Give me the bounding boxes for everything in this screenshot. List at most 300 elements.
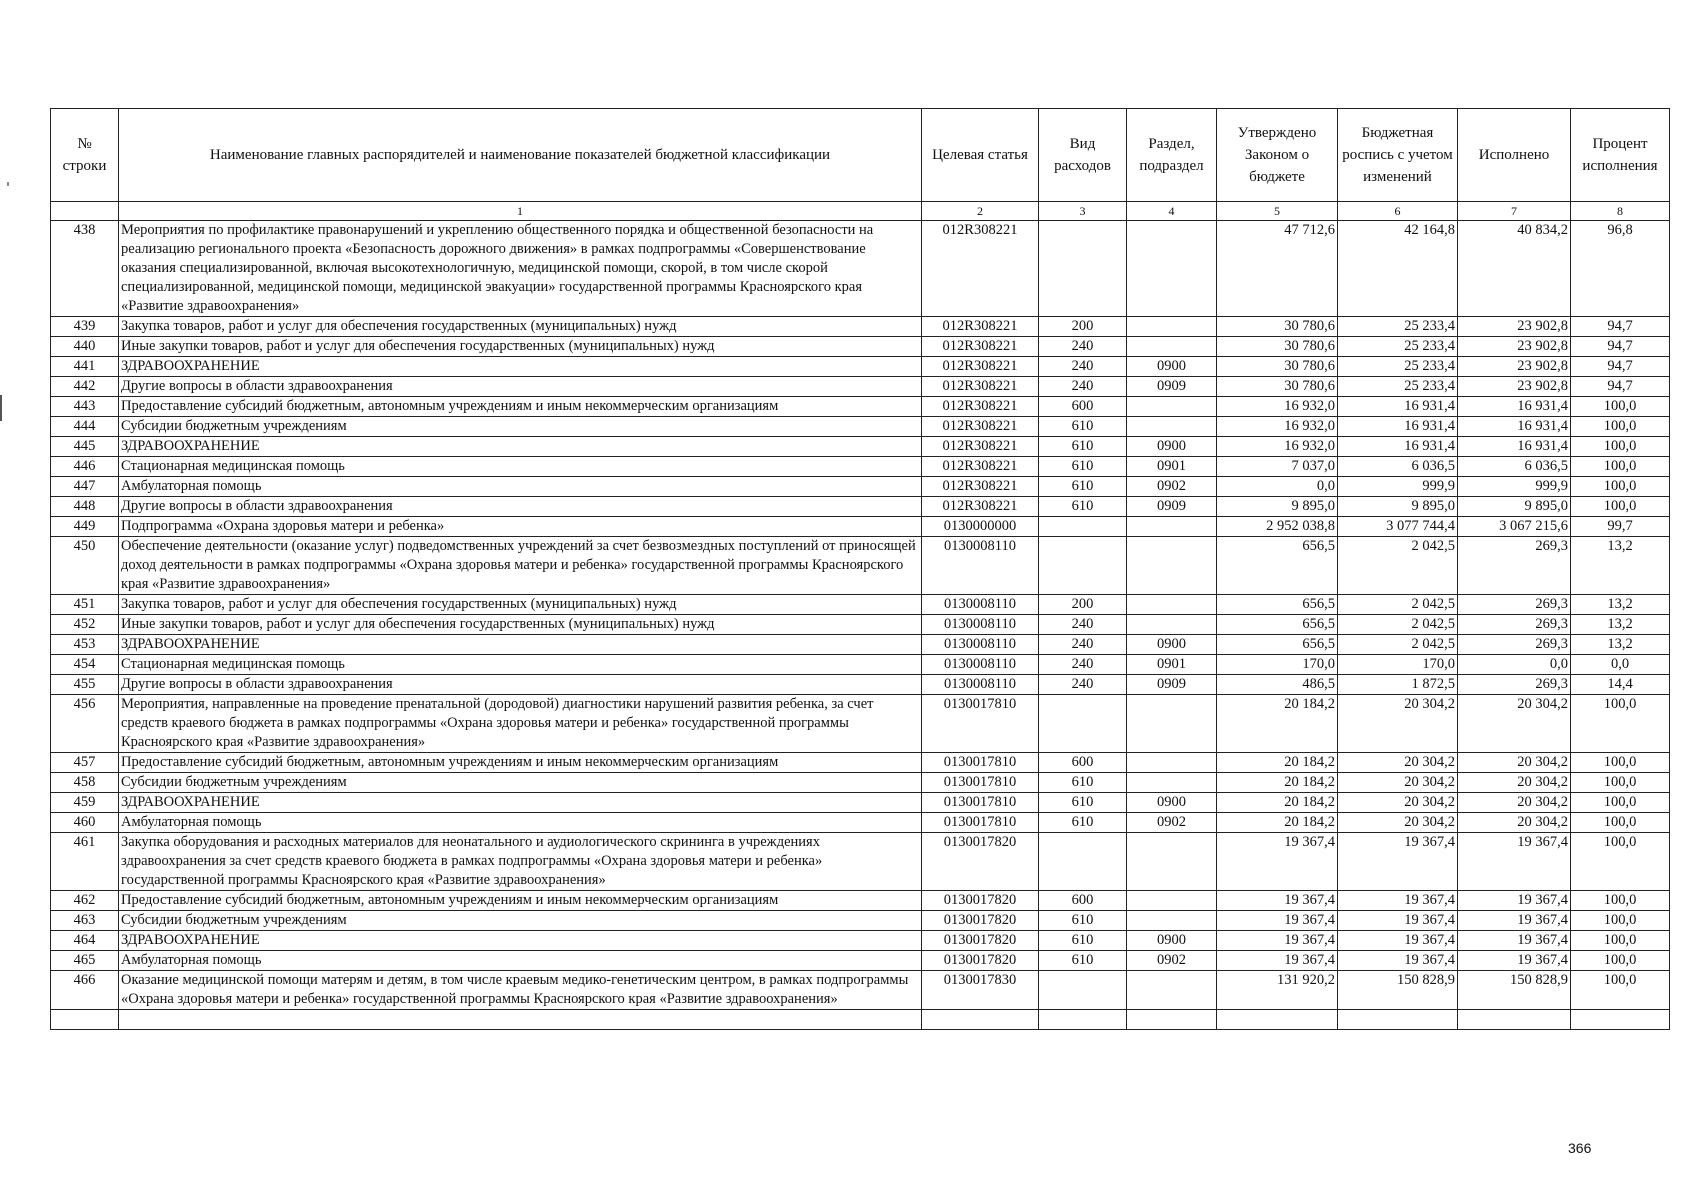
row-name-cell: ЗДРАВООХРАНЕНИЕ xyxy=(119,931,922,951)
expense-type-cell: 240 xyxy=(1039,615,1127,635)
row-number-cell: 446 xyxy=(51,457,119,477)
percent-cell: 14,4 xyxy=(1571,675,1670,695)
table-row xyxy=(51,911,1670,931)
table-row xyxy=(51,813,1670,833)
expense-type-cell: 610 xyxy=(1039,773,1127,793)
row-name-cell: Подпрограмма «Охрана здоровья матери и ребенка» xyxy=(119,517,922,537)
target-article-cell: 012R308221 xyxy=(922,337,1039,357)
column-number: 8 xyxy=(1571,202,1670,221)
section-cell xyxy=(1127,595,1217,615)
table-row xyxy=(51,793,1670,813)
row-number-cell: 457 xyxy=(51,753,119,773)
row-number-cell: 466 xyxy=(51,971,119,1010)
percent-cell: 100,0 xyxy=(1571,951,1670,971)
executed-amount-cell: 999,9 xyxy=(1458,477,1571,497)
column-number-blank xyxy=(51,202,119,221)
target-article-cell: 0130017810 xyxy=(922,813,1039,833)
section-cell xyxy=(1127,517,1217,537)
percent-cell: 94,7 xyxy=(1571,337,1670,357)
section-cell: 0902 xyxy=(1127,951,1217,971)
row-number-cell: 449 xyxy=(51,517,119,537)
row-number-cell: 462 xyxy=(51,891,119,911)
empty-cell xyxy=(1039,1010,1127,1030)
executed-amount-cell: 9 895,0 xyxy=(1458,497,1571,517)
approved-amount-cell: 656,5 xyxy=(1217,635,1338,655)
header-section: Раздел, подраздел xyxy=(1127,109,1217,202)
executed-amount-cell: 0,0 xyxy=(1458,655,1571,675)
row-number-cell: 461 xyxy=(51,833,119,891)
section-cell xyxy=(1127,695,1217,753)
section-cell: 0902 xyxy=(1127,477,1217,497)
approved-amount-cell: 131 920,2 xyxy=(1217,971,1338,1010)
row-name-cell: Оказание медицинской помощи матерям и детям, в том числе краевым медико-генетическим центром, в рамках подпрограммы «Охрана здоровья матери и ребенка» государственной программы Красноярского края «Развитие здравоохранения» xyxy=(119,971,922,1010)
row-number-cell: 440 xyxy=(51,337,119,357)
budget-amount-cell: 20 304,2 xyxy=(1338,753,1458,773)
table-row xyxy=(51,931,1670,951)
row-number-cell: 454 xyxy=(51,655,119,675)
percent-cell: 100,0 xyxy=(1571,497,1670,517)
budget-amount-cell: 2 042,5 xyxy=(1338,615,1458,635)
row-name-cell: Амбулаторная помощь xyxy=(119,477,922,497)
row-name-cell: Иные закупки товаров, работ и услуг для обеспечения государственных (муниципальных) нужд xyxy=(119,337,922,357)
table-body xyxy=(51,221,1670,1030)
section-cell xyxy=(1127,753,1217,773)
table-row xyxy=(51,457,1670,477)
column-number-row xyxy=(51,202,1670,221)
target-article-cell: 0130008110 xyxy=(922,537,1039,595)
percent-cell: 100,0 xyxy=(1571,457,1670,477)
budget-amount-cell: 9 895,0 xyxy=(1338,497,1458,517)
target-article-cell: 0130008110 xyxy=(922,655,1039,675)
table-row xyxy=(51,595,1670,615)
budget-amount-cell: 25 233,4 xyxy=(1338,337,1458,357)
table-row xyxy=(51,517,1670,537)
row-name-cell: Мероприятия, направленные на проведение пренатальной (дородовой) диагностики нарушений развития ребенка, за счет средств краевого бюджета в рамках подпрограммы «Охрана здоровья матери и ребенка» государственной программы Красноярского края «Развитие здравоохранения» xyxy=(119,695,922,753)
budget-amount-cell: 150 828,9 xyxy=(1338,971,1458,1010)
row-name-cell: Закупка оборудования и расходных материалов для неонатального и аудиологического скрининга в учреждениях здравоохранения за счет средств краевого бюджета в рамках подпрограммы «Охрана здоровья матери и ребенка» государственной программы Красноярского края «Развитие здравоохранения» xyxy=(119,833,922,891)
section-cell xyxy=(1127,615,1217,635)
approved-amount-cell: 656,5 xyxy=(1217,537,1338,595)
row-number-cell: 465 xyxy=(51,951,119,971)
budget-amount-cell: 20 304,2 xyxy=(1338,813,1458,833)
percent-cell: 94,7 xyxy=(1571,357,1670,377)
executed-amount-cell: 269,3 xyxy=(1458,635,1571,655)
executed-amount-cell: 269,3 xyxy=(1458,595,1571,615)
section-cell: 0909 xyxy=(1127,497,1217,517)
expense-type-cell xyxy=(1039,537,1127,595)
target-article-cell: 012R308221 xyxy=(922,457,1039,477)
percent-cell: 96,8 xyxy=(1571,221,1670,317)
target-article-cell: 012R308221 xyxy=(922,417,1039,437)
section-cell: 0900 xyxy=(1127,793,1217,813)
executed-amount-cell: 3 067 215,6 xyxy=(1458,517,1571,537)
budget-amount-cell: 16 931,4 xyxy=(1338,417,1458,437)
executed-amount-cell: 269,3 xyxy=(1458,675,1571,695)
row-name-cell: Предоставление субсидий бюджетным, автономным учреждениям и иным некоммерческим организациям xyxy=(119,397,922,417)
executed-amount-cell: 19 367,4 xyxy=(1458,911,1571,931)
executed-amount-cell: 150 828,9 xyxy=(1458,971,1571,1010)
executed-amount-cell: 16 931,4 xyxy=(1458,417,1571,437)
table-row xyxy=(51,635,1670,655)
page-number: 366 xyxy=(1568,1140,1592,1156)
section-cell: 0900 xyxy=(1127,635,1217,655)
expense-type-cell: 240 xyxy=(1039,357,1127,377)
approved-amount-cell: 30 780,6 xyxy=(1217,317,1338,337)
empty-cell xyxy=(51,1010,119,1030)
budget-table-container xyxy=(50,108,1658,1030)
row-name-cell: Амбулаторная помощь xyxy=(119,813,922,833)
empty-cell xyxy=(1458,1010,1571,1030)
budget-amount-cell: 19 367,4 xyxy=(1338,931,1458,951)
budget-amount-cell: 20 304,2 xyxy=(1338,773,1458,793)
expense-type-cell: 610 xyxy=(1039,813,1127,833)
table-row xyxy=(51,221,1670,317)
percent-cell: 100,0 xyxy=(1571,773,1670,793)
scan-artifact xyxy=(7,182,9,186)
budget-amount-cell: 2 042,5 xyxy=(1338,595,1458,615)
header-approved: Утверждено Законом о бюджете xyxy=(1217,109,1338,202)
percent-cell: 100,0 xyxy=(1571,833,1670,891)
expense-type-cell: 610 xyxy=(1039,793,1127,813)
approved-amount-cell: 2 952 038,8 xyxy=(1217,517,1338,537)
budget-amount-cell: 16 931,4 xyxy=(1338,397,1458,417)
approved-amount-cell: 16 932,0 xyxy=(1217,417,1338,437)
header-expense-type: Вид расходов xyxy=(1039,109,1127,202)
expense-type-cell: 240 xyxy=(1039,655,1127,675)
approved-amount-cell: 19 367,4 xyxy=(1217,911,1338,931)
executed-amount-cell: 6 036,5 xyxy=(1458,457,1571,477)
row-number-cell: 459 xyxy=(51,793,119,813)
percent-cell: 100,0 xyxy=(1571,417,1670,437)
executed-amount-cell: 269,3 xyxy=(1458,537,1571,595)
percent-cell: 94,7 xyxy=(1571,317,1670,337)
row-number-cell: 451 xyxy=(51,595,119,615)
table-row xyxy=(51,357,1670,377)
column-number: 5 xyxy=(1217,202,1338,221)
empty-cell xyxy=(119,1010,922,1030)
table-row xyxy=(51,317,1670,337)
executed-amount-cell: 20 304,2 xyxy=(1458,695,1571,753)
target-article-cell: 0130017820 xyxy=(922,911,1039,931)
target-article-cell: 0130017810 xyxy=(922,793,1039,813)
expense-type-cell: 610 xyxy=(1039,951,1127,971)
row-name-cell: Другие вопросы в области здравоохранения xyxy=(119,497,922,517)
approved-amount-cell: 19 367,4 xyxy=(1217,951,1338,971)
section-cell xyxy=(1127,911,1217,931)
percent-cell: 100,0 xyxy=(1571,397,1670,417)
section-cell: 0902 xyxy=(1127,813,1217,833)
expense-type-cell: 610 xyxy=(1039,477,1127,497)
expense-type-cell: 240 xyxy=(1039,675,1127,695)
target-article-cell: 0130017810 xyxy=(922,753,1039,773)
row-number-cell: 458 xyxy=(51,773,119,793)
row-number-cell: 463 xyxy=(51,911,119,931)
section-cell xyxy=(1127,891,1217,911)
approved-amount-cell: 16 932,0 xyxy=(1217,437,1338,457)
executed-amount-cell: 16 931,4 xyxy=(1458,437,1571,457)
expense-type-cell xyxy=(1039,971,1127,1010)
percent-cell: 13,2 xyxy=(1571,537,1670,595)
table-row xyxy=(51,655,1670,675)
target-article-cell: 0130017810 xyxy=(922,773,1039,793)
approved-amount-cell: 20 184,2 xyxy=(1217,753,1338,773)
row-number-cell: 441 xyxy=(51,357,119,377)
approved-amount-cell: 19 367,4 xyxy=(1217,833,1338,891)
approved-amount-cell: 19 367,4 xyxy=(1217,891,1338,911)
header-row-number: № строки xyxy=(51,109,119,202)
table-row xyxy=(51,417,1670,437)
percent-cell: 100,0 xyxy=(1571,477,1670,497)
table-row xyxy=(51,437,1670,457)
expense-type-cell: 610 xyxy=(1039,457,1127,477)
approved-amount-cell: 20 184,2 xyxy=(1217,695,1338,753)
column-number: 4 xyxy=(1127,202,1217,221)
percent-cell: 100,0 xyxy=(1571,971,1670,1010)
row-name-cell: ЗДРАВООХРАНЕНИЕ xyxy=(119,437,922,457)
table-row xyxy=(51,477,1670,497)
target-article-cell: 0130017830 xyxy=(922,971,1039,1010)
header-percent: Процент исполнения xyxy=(1571,109,1670,202)
row-number-cell: 445 xyxy=(51,437,119,457)
row-name-cell: Субсидии бюджетным учреждениям xyxy=(119,911,922,931)
budget-amount-cell: 1 872,5 xyxy=(1338,675,1458,695)
expense-type-cell: 200 xyxy=(1039,317,1127,337)
empty-cell xyxy=(922,1010,1039,1030)
expense-type-cell: 600 xyxy=(1039,891,1127,911)
approved-amount-cell: 7 037,0 xyxy=(1217,457,1338,477)
section-cell xyxy=(1127,317,1217,337)
budget-amount-cell: 2 042,5 xyxy=(1338,537,1458,595)
target-article-cell: 012R308221 xyxy=(922,437,1039,457)
budget-execution-table xyxy=(50,108,1670,1030)
expense-type-cell: 610 xyxy=(1039,497,1127,517)
row-name-cell: Обеспечение деятельности (оказание услуг) подведомственных учреждений за счет безвозмездных поступлений от приносящей доход деятельности в рамках подпрограммы «Охрана здоровья матери и ребенка» государственной программы Красноярского края «Развитие здравоохранения» xyxy=(119,537,922,595)
section-cell: 0909 xyxy=(1127,675,1217,695)
approved-amount-cell: 486,5 xyxy=(1217,675,1338,695)
target-article-cell: 012R308221 xyxy=(922,357,1039,377)
empty-cell xyxy=(1127,1010,1217,1030)
executed-amount-cell: 19 367,4 xyxy=(1458,833,1571,891)
executed-amount-cell: 40 834,2 xyxy=(1458,221,1571,317)
table-row xyxy=(51,833,1670,891)
expense-type-cell xyxy=(1039,221,1127,317)
table-row xyxy=(51,497,1670,517)
budget-amount-cell: 20 304,2 xyxy=(1338,793,1458,813)
column-number: 3 xyxy=(1039,202,1127,221)
row-name-cell: Закупка товаров, работ и услуг для обеспечения государственных (муниципальных) нужд xyxy=(119,317,922,337)
row-number-cell: 456 xyxy=(51,695,119,753)
table-row xyxy=(51,675,1670,695)
percent-cell: 0,0 xyxy=(1571,655,1670,675)
expense-type-cell: 610 xyxy=(1039,437,1127,457)
table-row xyxy=(51,397,1670,417)
empty-cell xyxy=(1217,1010,1338,1030)
expense-type-cell xyxy=(1039,517,1127,537)
percent-cell: 13,2 xyxy=(1571,635,1670,655)
row-name-cell: ЗДРАВООХРАНЕНИЕ xyxy=(119,635,922,655)
header-budget-schedule: Бюджетная роспись с учетом изменений xyxy=(1338,109,1458,202)
executed-amount-cell: 20 304,2 xyxy=(1458,793,1571,813)
expense-type-cell xyxy=(1039,695,1127,753)
section-cell: 0900 xyxy=(1127,357,1217,377)
executed-amount-cell: 23 902,8 xyxy=(1458,377,1571,397)
percent-cell: 100,0 xyxy=(1571,931,1670,951)
percent-cell: 100,0 xyxy=(1571,891,1670,911)
percent-cell: 100,0 xyxy=(1571,437,1670,457)
empty-cell xyxy=(1338,1010,1458,1030)
budget-amount-cell: 2 042,5 xyxy=(1338,635,1458,655)
target-article-cell: 0130000000 xyxy=(922,517,1039,537)
expense-type-cell: 600 xyxy=(1039,397,1127,417)
row-number-cell: 444 xyxy=(51,417,119,437)
approved-amount-cell: 20 184,2 xyxy=(1217,773,1338,793)
approved-amount-cell: 47 712,6 xyxy=(1217,221,1338,317)
section-cell xyxy=(1127,537,1217,595)
budget-amount-cell: 16 931,4 xyxy=(1338,437,1458,457)
column-number: 6 xyxy=(1338,202,1458,221)
row-number-cell: 448 xyxy=(51,497,119,517)
executed-amount-cell: 19 367,4 xyxy=(1458,951,1571,971)
target-article-cell: 012R308221 xyxy=(922,397,1039,417)
expense-type-cell xyxy=(1039,833,1127,891)
row-name-cell: Амбулаторная помощь xyxy=(119,951,922,971)
section-cell xyxy=(1127,417,1217,437)
target-article-cell: 0130008110 xyxy=(922,675,1039,695)
approved-amount-cell: 656,5 xyxy=(1217,615,1338,635)
executed-amount-cell: 20 304,2 xyxy=(1458,773,1571,793)
percent-cell: 13,2 xyxy=(1571,615,1670,635)
table-row xyxy=(51,337,1670,357)
expense-type-cell: 240 xyxy=(1039,337,1127,357)
budget-amount-cell: 170,0 xyxy=(1338,655,1458,675)
budget-amount-cell: 25 233,4 xyxy=(1338,357,1458,377)
table-row xyxy=(51,537,1670,595)
executed-amount-cell: 23 902,8 xyxy=(1458,337,1571,357)
target-article-cell: 0130008110 xyxy=(922,595,1039,615)
row-name-cell: Субсидии бюджетным учреждениям xyxy=(119,417,922,437)
section-cell xyxy=(1127,337,1217,357)
row-number-cell: 460 xyxy=(51,813,119,833)
header-name: Наименование главных распорядителей и наименование показателей бюджетной классификации xyxy=(119,109,922,202)
budget-amount-cell: 19 367,4 xyxy=(1338,891,1458,911)
executed-amount-cell: 23 902,8 xyxy=(1458,317,1571,337)
expense-type-cell: 610 xyxy=(1039,417,1127,437)
row-number-cell: 443 xyxy=(51,397,119,417)
row-name-cell: ЗДРАВООХРАНЕНИЕ xyxy=(119,793,922,813)
table-row xyxy=(51,753,1670,773)
budget-amount-cell: 19 367,4 xyxy=(1338,833,1458,891)
executed-amount-cell: 269,3 xyxy=(1458,615,1571,635)
header-executed: Исполнено xyxy=(1458,109,1571,202)
budget-amount-cell: 999,9 xyxy=(1338,477,1458,497)
expense-type-cell: 610 xyxy=(1039,911,1127,931)
approved-amount-cell: 170,0 xyxy=(1217,655,1338,675)
row-name-cell: Предоставление субсидий бюджетным, автономным учреждениям и иным некоммерческим организациям xyxy=(119,891,922,911)
table-row xyxy=(51,695,1670,753)
table-row xyxy=(51,971,1670,1010)
header-target-article: Целевая статья xyxy=(922,109,1039,202)
percent-cell: 99,7 xyxy=(1571,517,1670,537)
budget-amount-cell: 42 164,8 xyxy=(1338,221,1458,317)
target-article-cell: 012R308221 xyxy=(922,317,1039,337)
target-article-cell: 0130017820 xyxy=(922,833,1039,891)
row-name-cell: Предоставление субсидий бюджетным, автономным учреждениям и иным некоммерческим организациям xyxy=(119,753,922,773)
table-row xyxy=(51,951,1670,971)
row-number-cell: 453 xyxy=(51,635,119,655)
target-article-cell: 0130017820 xyxy=(922,931,1039,951)
section-cell: 0900 xyxy=(1127,931,1217,951)
approved-amount-cell: 20 184,2 xyxy=(1217,813,1338,833)
approved-amount-cell: 0,0 xyxy=(1217,477,1338,497)
approved-amount-cell: 9 895,0 xyxy=(1217,497,1338,517)
approved-amount-cell: 30 780,6 xyxy=(1217,377,1338,397)
approved-amount-cell: 19 367,4 xyxy=(1217,931,1338,951)
target-article-cell: 012R308221 xyxy=(922,221,1039,317)
section-cell: 0909 xyxy=(1127,377,1217,397)
expense-type-cell: 240 xyxy=(1039,635,1127,655)
row-number-cell: 464 xyxy=(51,931,119,951)
percent-cell: 100,0 xyxy=(1571,695,1670,753)
budget-amount-cell: 25 233,4 xyxy=(1338,317,1458,337)
executed-amount-cell: 16 931,4 xyxy=(1458,397,1571,417)
target-article-cell: 0130017820 xyxy=(922,891,1039,911)
budget-amount-cell: 19 367,4 xyxy=(1338,951,1458,971)
executed-amount-cell: 20 304,2 xyxy=(1458,813,1571,833)
target-article-cell: 012R308221 xyxy=(922,497,1039,517)
executed-amount-cell: 20 304,2 xyxy=(1458,753,1571,773)
row-name-cell: Стационарная медицинская помощь xyxy=(119,655,922,675)
table-row xyxy=(51,377,1670,397)
section-cell xyxy=(1127,397,1217,417)
column-number: 1 xyxy=(119,202,922,221)
section-cell xyxy=(1127,221,1217,317)
executed-amount-cell: 19 367,4 xyxy=(1458,931,1571,951)
target-article-cell: 0130008110 xyxy=(922,635,1039,655)
row-name-cell: ЗДРАВООХРАНЕНИЕ xyxy=(119,357,922,377)
header-row xyxy=(51,109,1670,202)
section-cell xyxy=(1127,833,1217,891)
target-article-cell: 012R308221 xyxy=(922,377,1039,397)
approved-amount-cell: 30 780,6 xyxy=(1217,337,1338,357)
table-row xyxy=(51,891,1670,911)
executed-amount-cell: 23 902,8 xyxy=(1458,357,1571,377)
empty-cell xyxy=(1571,1010,1670,1030)
target-article-cell: 0130017820 xyxy=(922,951,1039,971)
approved-amount-cell: 16 932,0 xyxy=(1217,397,1338,417)
column-number: 2 xyxy=(922,202,1039,221)
row-name-cell: Закупка товаров, работ и услуг для обеспечения государственных (муниципальных) нужд xyxy=(119,595,922,615)
percent-cell: 100,0 xyxy=(1571,911,1670,931)
approved-amount-cell: 30 780,6 xyxy=(1217,357,1338,377)
row-number-cell: 442 xyxy=(51,377,119,397)
section-cell: 0901 xyxy=(1127,655,1217,675)
percent-cell: 94,7 xyxy=(1571,377,1670,397)
row-name-cell: Субсидии бюджетным учреждениям xyxy=(119,773,922,793)
row-name-cell: Стационарная медицинская помощь xyxy=(119,457,922,477)
expense-type-cell: 240 xyxy=(1039,377,1127,397)
row-name-cell: Другие вопросы в области здравоохранения xyxy=(119,377,922,397)
section-cell xyxy=(1127,971,1217,1010)
expense-type-cell: 600 xyxy=(1039,753,1127,773)
section-cell: 0901 xyxy=(1127,457,1217,477)
row-name-cell: Иные закупки товаров, работ и услуг для обеспечения государственных (муниципальных) нужд xyxy=(119,615,922,635)
approved-amount-cell: 20 184,2 xyxy=(1217,793,1338,813)
table-row xyxy=(51,615,1670,635)
target-article-cell: 0130008110 xyxy=(922,615,1039,635)
scan-artifact xyxy=(0,395,2,421)
row-name-cell: Мероприятия по профилактике правонарушений и укреплению общественного порядка и общественной безопасности на реализацию регионального проекта «Безопасность дорожного движения» в рамках подпрограммы «Совершенствование оказания специализированной, включая высокотехнологичную, медицинской помощи, скорой, в том числе скорой специализированной, медицинской помощи, медицинской эвакуации» государственной программы Красноярского края «Развитие здравоохранения» xyxy=(119,221,922,317)
percent-cell: 100,0 xyxy=(1571,793,1670,813)
